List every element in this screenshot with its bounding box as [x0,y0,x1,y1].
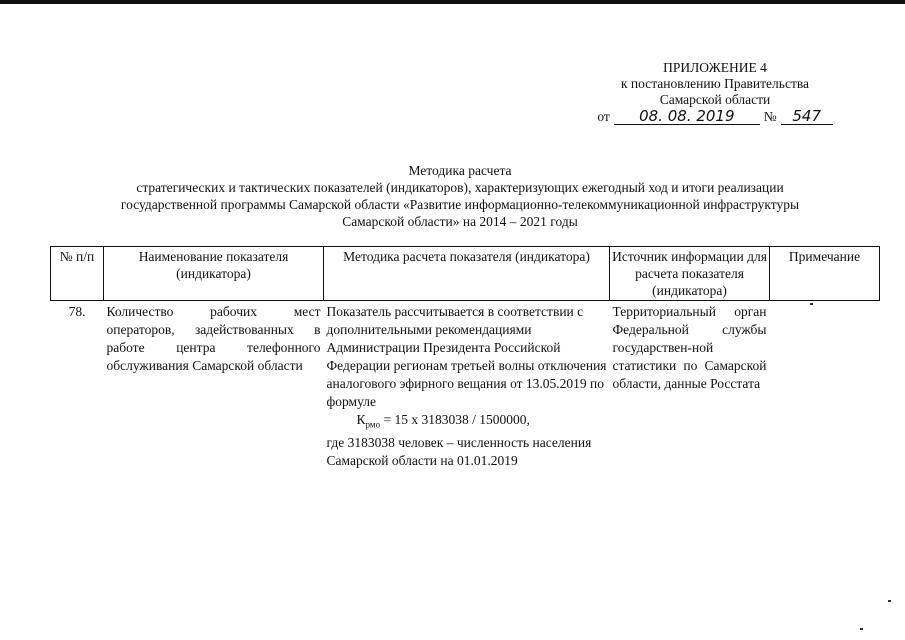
method-paragraph-1: Показатель рассчитывается в соответствии с дополнительными рекомендациями Администрации Президента Российской Федерации регионам третьей волны отключения аналогового эфирного вещания от 13.05.2019 по формуле [326,304,607,409]
document-title [40,162,880,230]
formula-expression: = 15 х 3183038 / 1500000, [380,412,530,427]
handwritten-number: 547 [781,108,833,125]
title-line4: Самарской области» на 2014 – 2021 годы [342,214,578,229]
appendix-line1: к постановлению Правительства [620,76,810,91]
from-label: от [597,109,610,124]
appendix-heading: ПРИЛОЖЕНИЕ 4 [663,60,767,75]
header-source: Источник информации для расчета показателя (индикатора) [610,247,770,301]
formula-symbol: К [356,412,366,427]
table-row [51,301,880,472]
header-num: № п/п [51,247,104,301]
page-top-border [0,0,905,4]
appendix-line2: Самарской области [659,92,771,107]
cell-name: Количество рабочих мест операторов, задействованных в работе центра телефонного обслуживания Самарской области [106,304,321,373]
scan-speck [860,628,863,630]
header-method: Методика расчета показателя (индикатора) [324,247,610,301]
cell-source: Территориальный орган Федеральной службы государствен-ной статистики по Самарской области, данные Росстата [612,304,767,391]
number-label: № [763,109,777,124]
method-formula [327,411,607,434]
handwritten-date: 08. 08. 2019 [614,108,760,125]
appendix-block [590,60,840,125]
cell-note [770,301,880,472]
scan-speck [888,600,891,602]
header-note: Примечание [770,247,880,301]
table-header-row [51,247,880,301]
cell-method [324,301,610,472]
method-paragraph-2: где 3183038 человек – численность населения Самарской области на 01.01.2019 [326,434,592,468]
scan-speck [810,303,813,305]
title-line3: государственной программы Самарской области «Развитие информационно-телекоммуникационной инфраструктуры [120,197,800,212]
indicator-table [50,246,880,472]
formula-subscript: рмо [365,419,381,430]
title-line2: стратегических и тактических показателей (индикаторов), характеризующих ежегодный ход и итоги реализации [136,180,784,195]
cell-num: 78. [68,304,86,319]
header-name: Наименование показателя (индикатора) [104,247,324,301]
title-line1: Методика расчета [408,163,512,178]
appendix-reference [590,108,840,125]
